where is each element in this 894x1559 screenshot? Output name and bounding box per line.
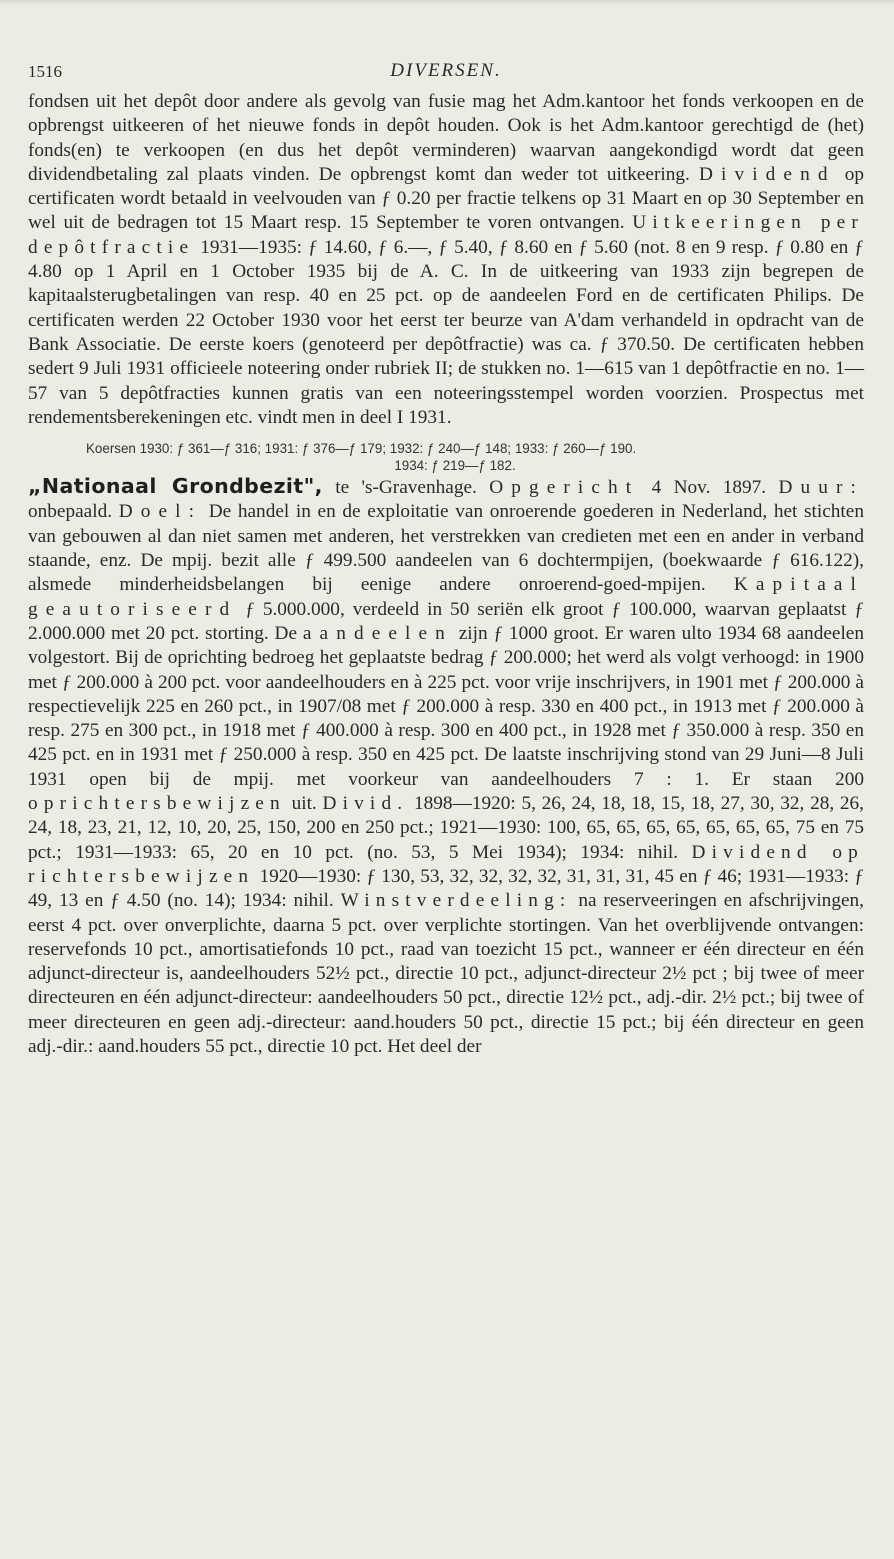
text-run: 4 Nov. 1897.: [639, 477, 779, 499]
opgericht-label: Opgericht: [489, 477, 640, 499]
previous-entry-paragraph: [28, 90, 864, 430]
text-run: te 's-Gravenhage.: [322, 477, 490, 499]
text-run: op certificaten wordt betaald in veelvouden van ƒ 0.20 per fractie telkens op 31 Maart en op 30 September en wel uit de bedragen tot 15 Maart resp. 15 September te voren ontvangen.: [28, 163, 864, 234]
running-head: [28, 54, 864, 90]
text-run: fondsen uit het depôt door andere als gevolg van fusie mag het Adm.kantoor het fonds verkoopen en de opbrengst uitkeeren of het nieuwe fonds in depôt houden. Ook is het Adm.kantoor gerechtigd de (het) fonds(en) te verkoopen (en dus het depôt verminderen) waarvan aangekondigd wordt dat geen dividendbetaling zal plaats vinden. De opbrengst komt dan weder tot uitkeering.: [28, 91, 864, 185]
nationaal-grondbezit-entry: [28, 474, 864, 1059]
divid-label: Divid.: [322, 793, 409, 815]
uitkeeringen-label: Uitkeeringen per depôtfractie: [28, 212, 864, 258]
text-run: 1931—1935: ƒ 14.60, ƒ 6.—, ƒ 5.40, ƒ 8.60 en ƒ 5.60 (not. 8 en 9 resp. ƒ 0.80 en ƒ 4.80 op 1 April en 1 October 1935 bij de A. C. In de uitkeering van 1933 zijn begrepen de kapitaalsterugbetalingen van resp. 40 en 25 pct. op de aandeelen Ford en de certificaten Philips. De certificaten werden 22 October 1930 voor het eerst ter beurze van A'dam verhandeld in opdracht van de Bank Associatie. De eerste koers (genoteerd per depôtfractie) was ca. ƒ 370.50. De certificaten hebben sedert 9 Juli 1931 officieele noteering onder rubriek II; de stukken no. 1—615 van 1 depôtfractie en no. 1—57 van 5 depôtfracties kunnen gratis van een noteeringsstempel worden voorzien. Prospectus met rendementsberekeningen etc. vindt men in deel I 1931.: [28, 236, 864, 428]
duur-label: Duur:: [778, 477, 864, 499]
text-run: zijn ƒ 1000 groot. Er waren ulto 1934 68 aandeelen volgestort. Bij de oprichting bedroeg het geplaatste bedrag ƒ 200.000; het werd als volgt verhoogd: in 1900 met ƒ 200.000 à 200 pct. voor aandeelhouders en à 225 pct. voor vrije inschrijvers, in 1901 met ƒ 200.000 à respectievelijk 225 en 260 pct., in 1907/08 met ƒ 200.000 à resp. 330 en 400 pct., in 1913 met ƒ 200.000 à resp. 275 en 300 pct., in 1918 met ƒ 400.000 à resp. 300 en 400 pct., in 1928 met ƒ 350.000 à resp. 350 en 425 pct. en in 1931 met ƒ 250.000 à resp. 350 en 425 pct. De laatste inschrijving stond van 29 Juni—8 Juli 1931 open bij de mpij. met voorkeur van aandeelhouders 7 : 1. Er staan 200: [28, 622, 865, 790]
text-run: uit.: [285, 793, 323, 815]
koersen-line-2: 1934: ƒ 219—ƒ 182.: [394, 458, 516, 474]
dividend-label: Dividend: [698, 163, 836, 185]
text-run: 1920—1930: ƒ 130, 53, 32, 32, 32, 32, 31, 31, 31, 45 en ƒ 46; 1931—1933: ƒ 49, 13 en ƒ 4.50 (no. 14); 1934: nihil.: [28, 865, 864, 912]
running-title: DIVERSEN.: [390, 60, 502, 81]
text-run: De handel in en de exploitatie van onroerende goederen in Nederland, het stichten van gebouwen al dan niet samen met anderen, het verstrekken van credieten met een en ander in verband staande, enz. De mpij. bezit alle ƒ 499.500 aandeelen van 6 dochtermpijen, (boekwaarde ƒ 616.122), alsmede minderheidsbelangen bij eenige andere onroerend-goed-mpijen.: [28, 501, 864, 596]
text-run: na reserveeringen en afschrijvingen, eerst 4 pct. over onverplichte, daarna 5 pct. over verplichte stortingen. Van het overblijvende ontvangen: reservefonds 10 pct., amortisatiefonds 10 pct., raad van toezicht 15 pct., wanneer er één directeur en één adjunct-directeur is, aandeelhouders 52½ pct., directie 10 pct., adjunct-directeur 2½ pct ; bij twee of meer directeuren en één adjunct-directeur: aandeelhouders 50 pct., directie 12½ pct., adj.-dir. 2½ pct.; bij twee of meer directeuren en geen adj.-directeur: aand.houders 50 pct., directie 15 pct.; bij één directeur en geen adj.-dir.: aand.houders 55 pct., directie 10 pct. Het deel der: [28, 890, 864, 1057]
scan-top-edge: [0, 0, 894, 6]
kapitaal-label: Kapitaal geautoriseerd: [28, 574, 864, 620]
winstverdeeling-label: Winstverdeeling:: [340, 890, 572, 912]
text-run: onbepaald.: [28, 501, 119, 523]
dividend-richters-label: Dividend op richtersbewijzen: [28, 841, 864, 887]
oprichtersbewijzen-label: oprichtersbewijzen: [28, 793, 286, 815]
aandeelen-label: aandeelen: [302, 622, 453, 644]
company-name: „Nationaal Grondbezit",: [28, 474, 323, 499]
page-number: 1516: [28, 62, 62, 81]
doel-label: Doel:: [118, 501, 203, 523]
koersen-block: [28, 440, 864, 474]
text-run: ƒ 5.000.000, verdeeld in 50 seriën elk groot ƒ 100.000, waarvan geplaatst ƒ 2.000.000 met 20 pct. storting. De: [28, 598, 864, 644]
koersen-line-1: Koersen 1930: ƒ 361—ƒ 316; 1931: ƒ 376—ƒ 179; 1932: ƒ 240—ƒ 148; 1933: ƒ 260—ƒ 190.: [86, 441, 637, 457]
text-run: 1898—1920: 5, 26, 24, 18, 18, 15, 18, 27, 30, 32, 28, 26, 24, 18, 23, 21, 12, 10, 20, 25, 150, 200 en 250 pct.; 1921—1930: 100, 65, 65, 65, 65, 65, 65, 65, 75 en 75 pct.; 1931—1933: 65, 20 en 10 pct. (no. 53, 5 Mei 1934); 1934: nihil.: [28, 793, 864, 863]
